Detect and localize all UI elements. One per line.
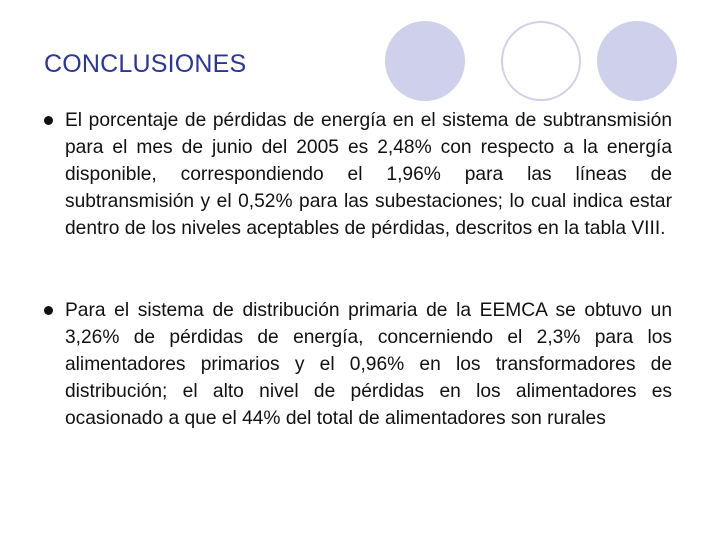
bullet-dot-icon bbox=[44, 116, 53, 125]
bullet-text: Para el sistema de distribución primaria de la EEMCA se obtuvo un 3,26% de pérdidas de energía, concerniendo el 2,3% para los alimentadores primarios y el 0,96% en los transformadores de distribución; el alto nivel de pérdidas en los alimentadores es ocasionado a que el 44% del total de alimentadores son rurales bbox=[65, 300, 672, 429]
bullet-text: El porcentaje de pérdidas de energía en el sistema de subtransmisión para el mes de junio del 2005 es 2,48% con respecto a la energía disponible, correspondiendo el 1,96% para las líneas de subtransmisión y el 0,52% para las subestaciones; lo cual indica estar dentro de los niveles aceptables de pérdidas, descritos en la tabla VIII. bbox=[65, 110, 672, 239]
bullet-dot-icon bbox=[44, 306, 53, 315]
slide-title: CONCLUSIONES bbox=[44, 50, 247, 78]
